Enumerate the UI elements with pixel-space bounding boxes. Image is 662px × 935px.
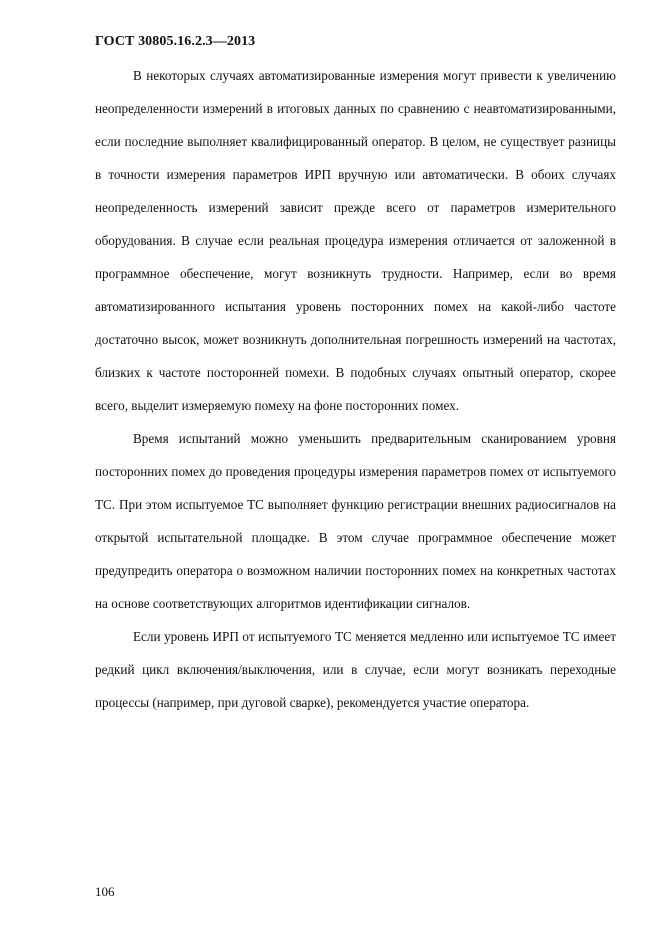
body-text bbox=[95, 59, 616, 719]
page-number: 106 bbox=[95, 884, 115, 899]
paragraph-operator-participation: Если уровень ИРП от испытуемого ТС меняется медленно или испытуемое ТС имеет редкий цикл включения/выключения, или в случае, если могут возникать переходные процессы (например, при дуговой сварке), рекомендуется участие оператора. bbox=[95, 629, 616, 710]
paragraph-automated-measurements: В некоторых случаях автоматизированные измерения могут привести к увеличению неопределенности измерений в итоговых данных по сравнению с неавтоматизированными, если последние выполняет квалифицированный оператор. В целом, не существует разницы в точности измерения параметров ИРП вручную или автоматически. В обоих случаях неопределенность измерений зависит прежде всего от параметров измерительного оборудования. В случае если реальная процедура измерения отличается от заложенной в программное обеспечение, могут возникнуть трудности. Например, если во время автоматизированного испытания уровень посторонних помех на какой-либо частоте достаточно высок, может возникнуть дополнительная погрешность измерений на частотах, близких к частоте посторонней помехи. В подобных случаях опытный оператор, скорее всего, выделит измеряемую помеху на фоне посторонних помех. bbox=[95, 68, 616, 413]
paragraph-test-time: Время испытаний можно уменьшить предварительным сканированием уровня посторонних помех до проведения процедуры измерения параметров помех от испытуемого ТС. При этом испытуемое ТС выполняет функцию регистрации внешних радиосигналов на открытой испытательной площадке. В этом случае программное обеспечение может предупредить оператора о возможном наличии посторонних помех на конкретных частотах на основе соответствующих алгоритмов идентификации сигналов. bbox=[95, 431, 616, 611]
document-header: ГОСТ 30805.16.2.3—2013 bbox=[95, 34, 256, 49]
